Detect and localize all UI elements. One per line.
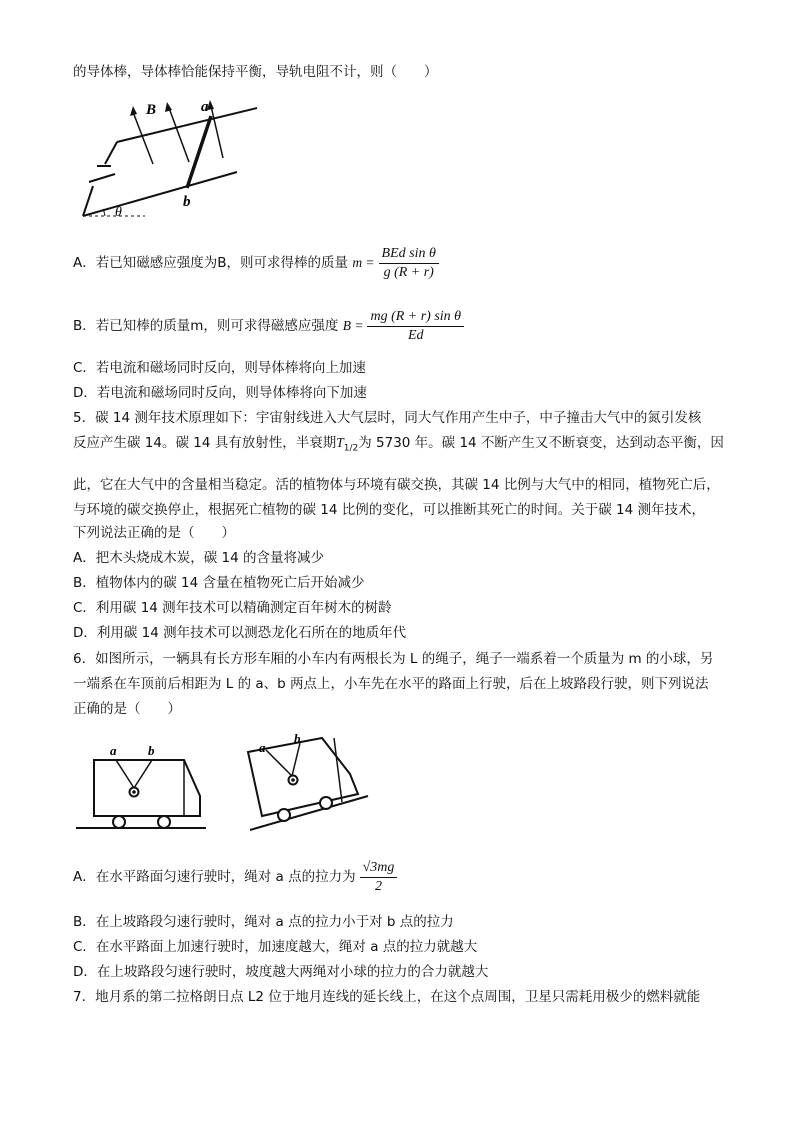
car2-label-b: b <box>294 731 301 746</box>
q6-line1: 6．如图所示，一辆具有长方形车厢的小车内有两根长为 L 的绳子，绳子一端系着一个质量为 m 的小球，另 <box>73 651 714 667</box>
q4-option-c: C．若电流和磁场同时反向，则导体棒将向上加速 <box>73 360 366 376</box>
q5-line2: 反应产生碳 14。碳 14 具有放射性，半衰期$T_{1/2}$为 5730 年。碳 14 不断产生又不断衰变，达到动态平衡，因 <box>73 435 724 454</box>
label-theta: θ <box>115 205 122 220</box>
q5-option-c: C．利用碳 14 测年技术可以精确测定百年树木的树龄 <box>73 600 392 616</box>
q4-option-a: A．若已知磁感应强度为B，则可求得棒的质量 m = $\frac{\text{BEd sin θ}}{g (R + r)}$ <box>73 243 439 283</box>
q7-line1: 7．地月系的第二拉格朗日点 L2 位于地月连线的延长线上，在这个点周围，卫星只需耗用极少的燃料就能 <box>73 989 701 1005</box>
q6-option-a: A．在水平路面匀速行驶时，绳对 a 点的拉力为 $\frac{√3mg}{2}$ <box>73 857 397 897</box>
q6-option-c: C．在水平路面上加速行驶时，加速度越大，绳对 a 点的拉力就越大 <box>73 939 478 955</box>
car-figure <box>72 730 372 840</box>
q5-line4: 与环境的碳交换停止，根据死亡植物的碳 14 比例的变化，可以推断其死亡的时间。关于碳 14 测年技术， <box>73 502 706 518</box>
car2-label-a: a <box>259 740 266 755</box>
q5-option-d: D．利用碳 14 测年技术可以测恐龙化石所在的地质年代 <box>73 625 407 641</box>
q6-line2: 一端系在车顶前后相距为 L 的 a、b 两点上，小车先在水平的路面上行驶，后在上坡路段行驶，则下列说法 <box>73 676 709 692</box>
q6-line3: 正确的是（ ） <box>73 701 181 717</box>
label-a: a <box>201 99 209 115</box>
rail-rod-figure <box>75 94 265 224</box>
q6-option-d: D．在上坡路段匀速行驶时，坡度越大两绳对小球的拉力的合力就越大 <box>73 964 489 980</box>
label-B: B <box>146 102 157 118</box>
q5-option-a: A．把木头烧成木炭，碳 14 的含量将减少 <box>73 550 324 566</box>
label-b: b <box>183 194 191 210</box>
q5-option-b: B．植物体内的碳 14 含量在植物死亡后开始减少 <box>73 575 365 591</box>
q4-intro-text: 的导体棒，导体棒恰能保持平衡，导轨电阻不计，则（ ） <box>73 64 438 80</box>
q4-option-d: D．若电流和磁场同时反向，则导体棒将向下加速 <box>73 385 367 401</box>
car1-label-a: a <box>110 743 117 758</box>
car1-label-b: b <box>148 743 155 758</box>
q4-option-b: B．若已知棒的质量m，则可求得磁感应强度 B = $\frac{\text{mg (R + r) sin θ}}{Ed}$ <box>73 306 464 346</box>
q5-line3: 此，它在大气中的含量相当稳定。活的植物体与环境有碳交换，其碳 14 比例与大气中的相同，植物死亡后， <box>73 477 720 493</box>
q5-line1: 5．碳 14 测年技术原理如下：宇宙射线进入大气层时，同大气作用产生中子，中子撞击大气中的氮引发核 <box>73 410 702 426</box>
q5-line5: 下列说法正确的是（ ） <box>73 525 235 541</box>
q6-option-b: B．在上坡路段匀速行驶时，绳对 a 点的拉力小于对 b 点的拉力 <box>73 914 454 930</box>
